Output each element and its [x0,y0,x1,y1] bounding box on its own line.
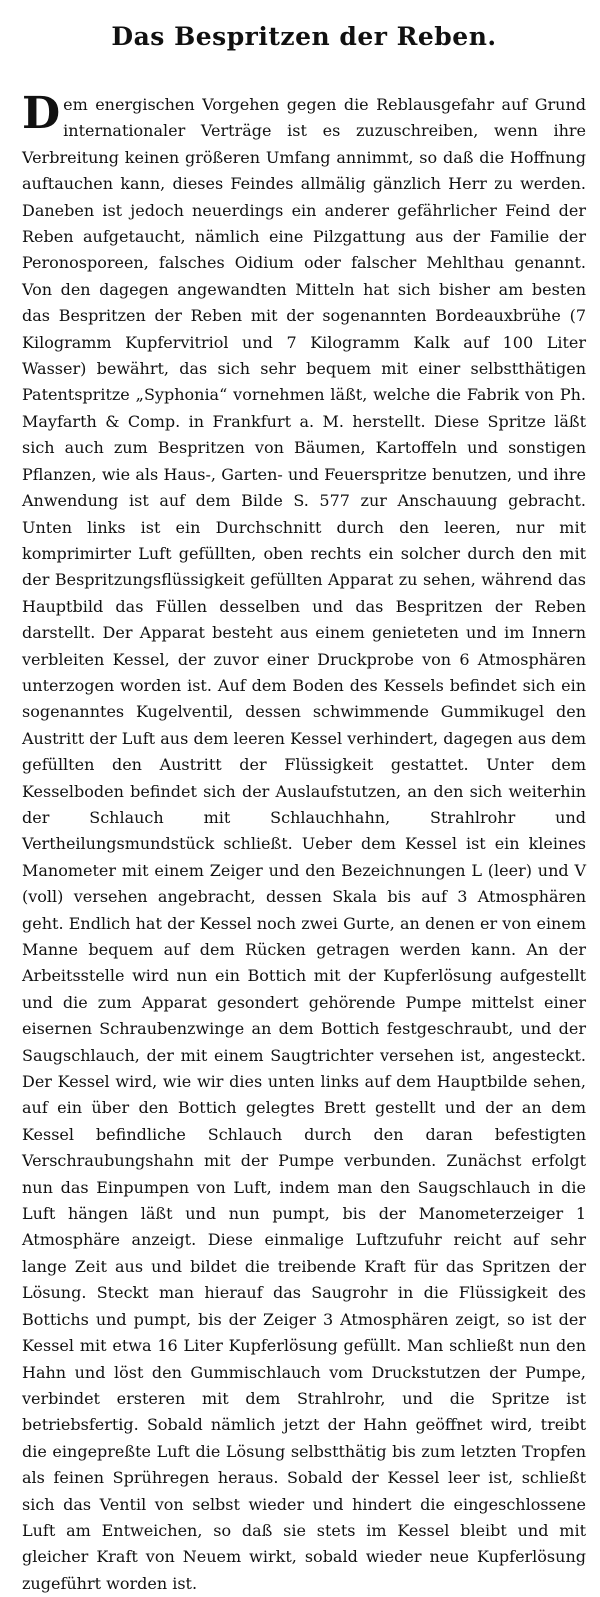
article-body-text: em energischen Vorgehen gegen die Reblausgefahr auf Grund internationaler Verträge ist es zuzuschreiben, wenn ihre Verbreitung keinen größeren Umfang annimmt, so daß die Hoffnung auftauchen kann, dieses Feindes allmälig gänzlich Herr zu werden. Daneben ist jedoch neuerdings ein anderer gefährlicher Feind der Reben aufgetaucht, nämlich eine Pilzgattung aus der Familie der Peronosporeen, falsches Oidium oder falscher Mehlthau genannt. Von den dagegen angewandten Mitteln hat sich bisher am besten das Bespritzen der Reben mit der sogenannten Bordeauxbrühe (7 Kilogramm Kupfervitriol und 7 Kilogramm Kalk auf 100 Liter Wasser) bewährt, das sich sehr bequem mit einer selbstthätigen Patentspritze „Syphonia“ vornehmen läßt, welche die Fabrik von Ph. Mayfarth & Comp. in Frankfurt a. M. herstellt. Diese Spritze läßt sich auch zum Bespritzen von Bäumen, Kartoffeln und sonstigen Pflanzen, wie als Haus-, Garten- und Feuerspritze benutzen, und ihre Anwendung ist auf dem Bilde S. 577 zur Anschauung gebracht. Unten links ist ein Durchschnitt durch den leeren, nur mit komprimirter Luft gefüllten, oben rechts ein solcher durch den mit der Bespritzungsflüssigkeit gefüllten Apparat zu sehen, während das Hauptbild das Füllen desselben und das Bespritzen der Reben darstellt. Der Apparat besteht aus einem genieteten und im Innern verbleiten Kessel, der zuvor einer Druckprobe von 6 Atmosphären unterzogen worden ist. Auf dem Boden des Kessels befindet sich ein sogenanntes Kugelventil, dessen schwimmende Gummikugel den Austritt der Luft aus dem leeren Kessel verhindert, dagegen aus dem gefüllten den Austritt der Flüssigkeit gestattet. Unter dem Kesselboden befindet sich der Auslaufstutzen, an den sich weiterhin der Schlauch mit Schlauchhahn, Strahlrohr und Vertheilungsmundstück schließt. Ueber dem Kessel ist ein kleines Manometer mit einem Zeiger und den Bezeichnungen L (leer) und V (voll) versehen angebracht, dessen Skala bis auf 3 Atmosphären geht. Endlich hat der Kessel noch zwei Gurte, an denen er von einem Manne bequem auf dem Rücken getragen werden kann. An der Arbeitsstelle wird nun ein Bottich mit der Kupferlösung aufgestellt und die zum Apparat gesondert gehörende Pumpe mittelst einer eisernen Schraubenzwinge an dem Bottich festgeschraubt, und der Saugschlauch, der mit einem Saugtrichter versehen ist, angesteckt. Der Kessel wird, wie wir dies unten links auf dem Hauptbilde sehen, auf ein über den Bottich gelegtes Brett gestellt und der an dem Kessel befindliche Schlauch durch den daran befestigten Verschraubungshahn mit der Pumpe verbunden. Zunächst erfolgt nun das Einpumpen von Luft, indem man den Saugschlauch in die Luft hängen läßt und nun pumpt, bis der Manometerzeiger 1 Atmosphäre anzeigt. Diese einmalige Luftzufuhr reicht auf sehr lange Zeit aus und bildet die treibende Kraft für das Spritzen der Lösung. Steckt man hierauf das Saugrohr in die Flüssigkeit des Bottichs und pumpt, bis der Zeiger 3 Atmosphären zeigt, so ist der Kessel mit etwa 16 Liter Kupferlösung gefüllt. Man schließt nun den Hahn und löst den Gummischlauch vom Druckstutzen der Pumpe, verbindet ersteren mit dem Strahlrohr, und die Spritze ist betriebsfertig. Sobald nämlich jetzt der Hahn geöffnet wird, treibt die eingepreßte Luft die Lösung selbstthätig bis zum letzten Tropfen als feinen Sprühregen heraus. Sobald der Kessel leer ist, schließt sich das Ventil von selbst wieder und hindert die eingeschlossene Luft am Entweichen, so daß sie stets im Kessel bleibt und mit gleicher Kraft von Neuem wirkt, sobald wieder neue Kupferlösung zugeführt worden ist. [22,95,586,1593]
drop-cap: D [22,88,61,139]
article-body [22,88,586,1597]
article-title: Das Bespritzen der Reben. [111,22,497,51]
